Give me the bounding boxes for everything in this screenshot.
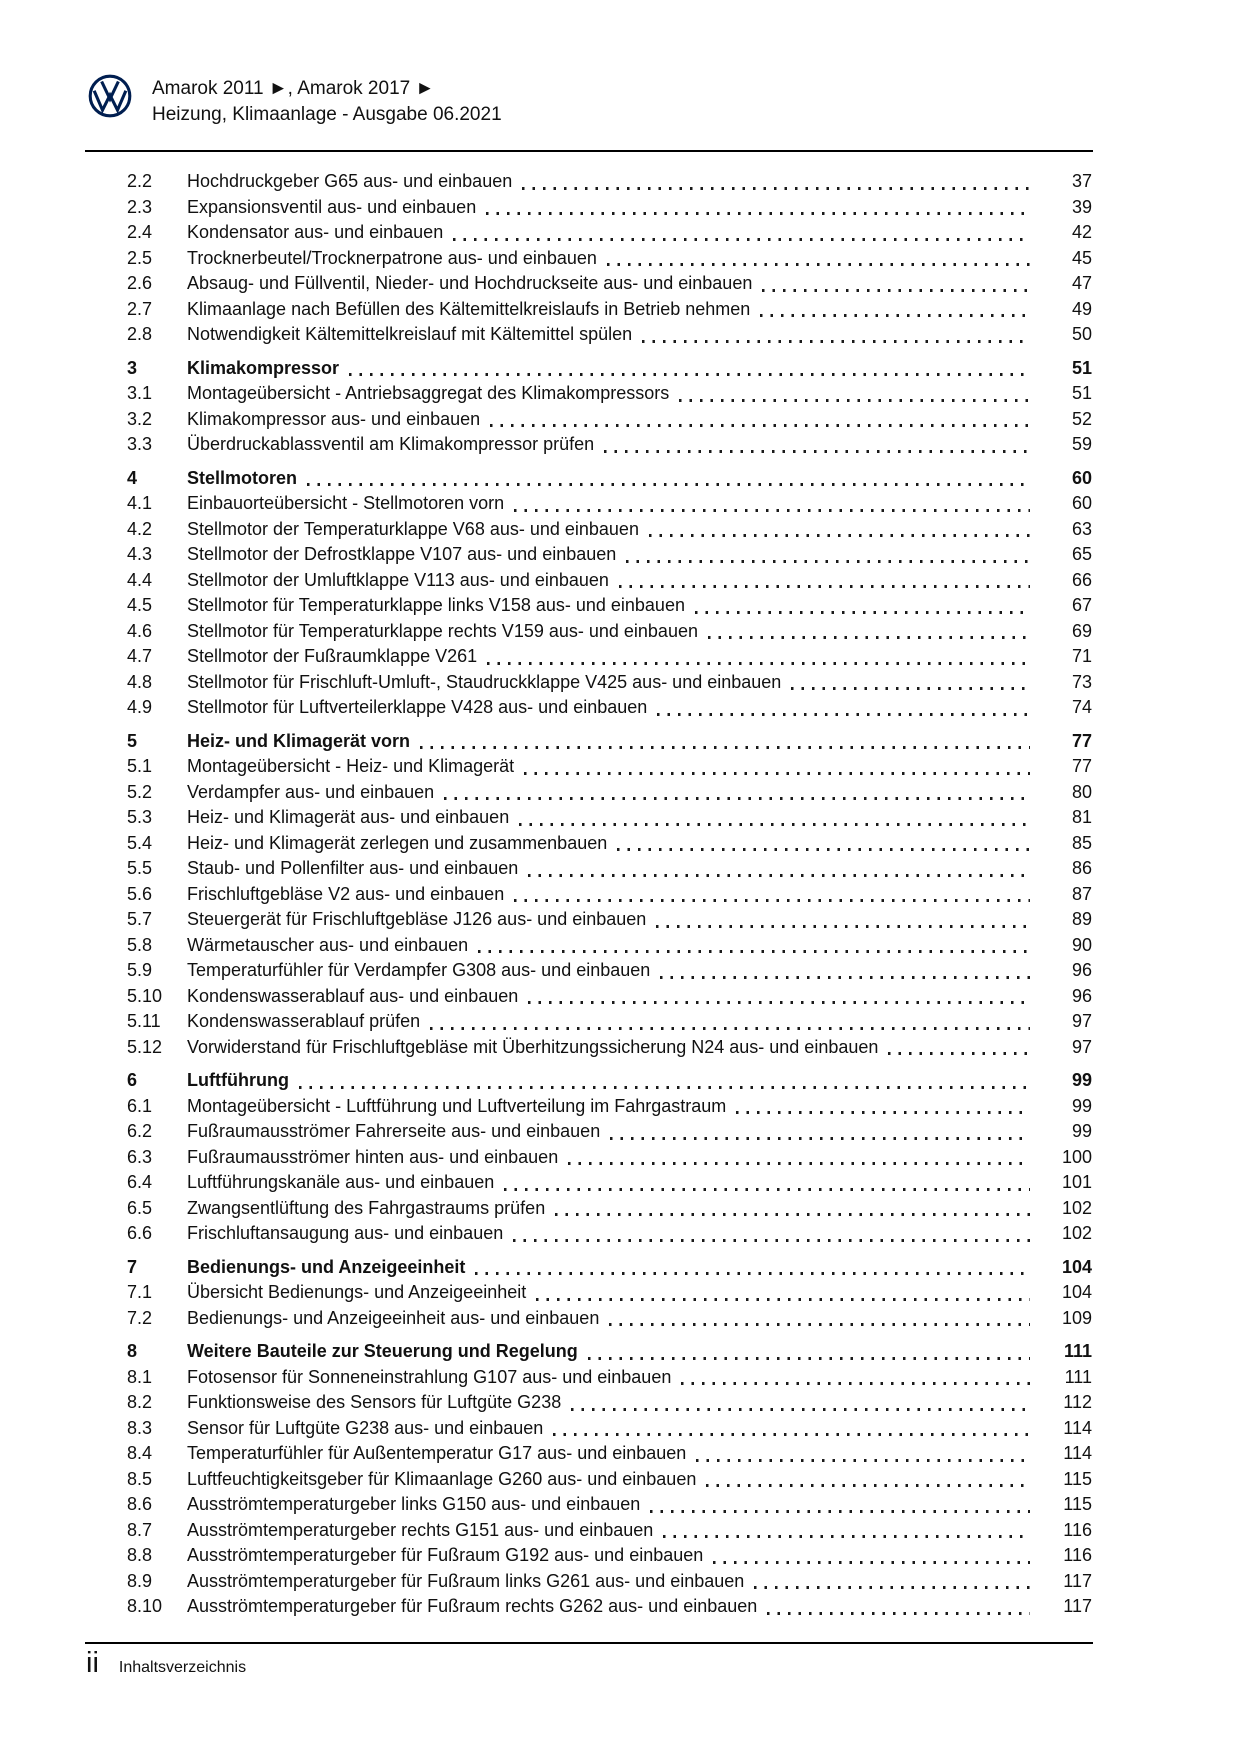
- toc-entry-page: 99: [1071, 1095, 1092, 1116]
- dot-leader: [478, 950, 1030, 953]
- toc-entry-page: 86: [1071, 858, 1092, 878]
- toc-entry-page: 49: [1071, 298, 1092, 319]
- toc-entry-number: 8.4: [127, 1443, 153, 1463]
- dot-leader: [490, 424, 1030, 427]
- toc-entry: [127, 933, 1092, 959]
- toc-entry-page: 101: [1061, 1172, 1092, 1192]
- dot-leader: [475, 1272, 1030, 1275]
- toc-entry-title: Stellmotor für Temperaturklappe rechts V159 aus- und einbauen: [187, 620, 698, 641]
- toc-entry-number: 8: [127, 1341, 138, 1361]
- toc-entry-number: 8.9: [127, 1570, 153, 1591]
- toc-entry: [127, 984, 1092, 1010]
- toc-entry-page: 67: [1071, 595, 1092, 615]
- toc-entry-title: Montageübersicht - Heiz- und Klimagerät: [187, 756, 515, 776]
- footer-section-label: Inhaltsverzeichnis: [118, 1659, 247, 1676]
- toc-entry: [127, 1518, 1092, 1544]
- toc-entry-page: 89: [1071, 909, 1092, 929]
- toc-entry: [127, 780, 1092, 806]
- toc-entry-number: 7: [127, 1256, 138, 1277]
- toc-entry-page: 109: [1061, 1307, 1092, 1328]
- toc-entry-page: 114: [1063, 1443, 1092, 1463]
- dot-leader: [524, 772, 1030, 775]
- toc-entry-title: Stellmotor für Temperaturklappe links V158 aus- und einbauen: [187, 595, 685, 615]
- toc-entry-title: Heiz- und Klimagerät aus- und einbauen: [187, 807, 510, 827]
- toc-entry-title: Absaug- und Füllventil, Nieder- und Hochdruckseite aus- und einbauen: [187, 273, 753, 293]
- dot-leader: [619, 585, 1030, 588]
- toc-entry-title: Kondenswasserablauf prüfen: [187, 1011, 421, 1031]
- toc-entry-number: 2.8: [127, 324, 153, 344]
- toc-entry-page: 90: [1071, 934, 1092, 955]
- toc-entry-page: 117: [1063, 1570, 1092, 1591]
- toc-entry-title: Luftführung: [187, 1070, 289, 1090]
- toc-entry: [127, 958, 1092, 984]
- dot-leader: [888, 1052, 1030, 1055]
- toc-entry-number: 8.6: [127, 1494, 153, 1514]
- toc-entry: [127, 381, 1092, 407]
- toc-entry: [127, 831, 1092, 857]
- toc-entry-number: 2.4: [127, 222, 153, 242]
- toc-entry-number: 5.8: [127, 934, 153, 955]
- toc-entry-number: 7.2: [127, 1307, 153, 1328]
- toc-entry-title: Verdampfer aus- und einbauen: [187, 781, 435, 802]
- dot-leader: [514, 899, 1030, 902]
- toc-entry-number: 2.3: [127, 196, 153, 217]
- toc-entry-title: Funktionsweise des Sensors für Luftgüte G238: [187, 1392, 562, 1412]
- toc-entry-title: Wärmetauscher aus- und einbauen: [187, 934, 469, 955]
- toc-entry-title: Fußraumausströmer hinten aus- und einbauen: [187, 1146, 559, 1167]
- toc-entry-title: Staub- und Pollenfilter aus- und einbauen: [187, 858, 519, 878]
- toc-entry-title: Vorwiderstand für Frischluftgebläse mit Überhitzungssicherung N24 aus- und einbauen: [187, 1036, 879, 1057]
- toc-entry: [127, 356, 1092, 382]
- toc-entry-page: 52: [1071, 408, 1092, 429]
- dot-leader: [568, 1162, 1030, 1165]
- toc-entry-number: 4.1: [127, 493, 153, 513]
- toc-entry-title: Temperaturfühler für Verdampfer G308 aus- und einbauen: [187, 960, 651, 980]
- toc-entry-page: 51: [1071, 383, 1092, 403]
- toc-entry-page: 59: [1071, 434, 1092, 454]
- toc-entry-page: 63: [1071, 518, 1092, 539]
- toc-entry-page: 69: [1071, 620, 1092, 641]
- toc-entry-page: 102: [1061, 1223, 1092, 1243]
- toc-entry-page: 77: [1071, 730, 1092, 751]
- toc-entry-page: 116: [1063, 1545, 1092, 1565]
- toc-entry-page: 111: [1063, 1341, 1092, 1361]
- toc-entry-number: 4.7: [127, 646, 153, 666]
- toc-entry-number: 5.4: [127, 832, 153, 853]
- toc-entry-page: 73: [1071, 671, 1092, 692]
- toc-entry-title: Heiz- und Klimagerät vorn: [187, 730, 411, 751]
- toc-entry-number: 4.8: [127, 671, 153, 692]
- toc-entry-title: Frischluftansaugung aus- und einbauen: [187, 1223, 504, 1243]
- dot-leader: [695, 611, 1030, 614]
- toc-entry-title: Klimakompressor aus- und einbauen: [187, 408, 481, 429]
- dot-leader: [762, 289, 1030, 292]
- toc-entry-number: 4.5: [127, 595, 153, 615]
- toc-entry-page: 97: [1071, 1011, 1092, 1031]
- dot-leader: [696, 1459, 1030, 1462]
- toc-entry-number: 5.6: [127, 883, 153, 904]
- toc-entry-title: Trocknerbeutel/Trocknerpatrone aus- und einbauen: [187, 247, 597, 268]
- dot-leader: [555, 1213, 1030, 1216]
- toc-entry: [127, 754, 1092, 780]
- dot-leader: [642, 340, 1030, 343]
- toc-entry: [127, 246, 1092, 272]
- toc-entry: [127, 1306, 1092, 1332]
- toc-entry: [127, 1094, 1092, 1120]
- toc-entry: [127, 1196, 1092, 1222]
- toc-entry: [127, 805, 1092, 831]
- toc-entry: [127, 1492, 1092, 1518]
- toc-entry-title: Stellmotor für Luftverteilerklappe V428 aus- und einbauen: [187, 697, 648, 717]
- toc-entry-number: 5.12: [127, 1036, 163, 1057]
- toc-entry-number: 4.9: [127, 697, 153, 717]
- dot-leader: [349, 373, 1030, 376]
- toc-entry: [127, 1339, 1092, 1365]
- toc-entry: [127, 169, 1092, 195]
- toc-entry-number: 4.2: [127, 518, 153, 539]
- toc-entry: [127, 1441, 1092, 1467]
- toc-entry-title: Ausströmtemperaturgeber rechts G151 aus- und einbauen: [187, 1519, 654, 1540]
- dot-leader: [571, 1408, 1030, 1411]
- dot-leader: [754, 1586, 1030, 1589]
- toc-entry: [127, 1467, 1092, 1493]
- toc-entry-page: 60: [1071, 493, 1092, 513]
- toc-entry: [127, 297, 1092, 323]
- toc-entry-title: Luftführungskanäle aus- und einbauen: [187, 1172, 495, 1192]
- toc-entry-number: 5.3: [127, 807, 153, 827]
- dot-leader: [663, 1535, 1030, 1538]
- toc-entry: [127, 1009, 1092, 1035]
- header-text-block: [152, 74, 502, 128]
- toc-entry: [127, 1569, 1092, 1595]
- toc-entry: [127, 568, 1092, 594]
- toc-entry-page: 51: [1071, 357, 1092, 378]
- toc-entry: [127, 882, 1092, 908]
- dot-leader: [681, 1382, 1030, 1385]
- toc-entry-page: 77: [1071, 756, 1092, 776]
- toc-entry-page: 85: [1071, 832, 1092, 853]
- vw-logo-icon: [88, 74, 132, 118]
- toc-entry: [127, 407, 1092, 433]
- toc-entry-page: 104: [1061, 1282, 1092, 1302]
- toc-entry-title: Sensor für Luftgüte G238 aus- und einbauen: [187, 1417, 544, 1438]
- toc-entry-page: 115: [1063, 1494, 1092, 1514]
- toc-entry-page: 81: [1071, 807, 1092, 827]
- toc-entry-number: 3.3: [127, 434, 153, 454]
- toc-entry-title: Klimaanlage nach Befüllen des Kältemittelkreislaufs in Betrieb nehmen: [187, 298, 751, 319]
- page-footer: [86, 1648, 246, 1678]
- toc-entry-number: 7.1: [127, 1282, 153, 1302]
- toc-entry-number: 8.1: [127, 1366, 153, 1387]
- toc-entry: [127, 1594, 1092, 1620]
- toc-entry-number: 4.4: [127, 569, 153, 590]
- dot-leader: [528, 874, 1030, 877]
- toc-entry-page: 87: [1071, 883, 1092, 904]
- toc-entry-title: Ausströmtemperaturgeber links G150 aus- und einbauen: [187, 1494, 641, 1514]
- dot-leader: [504, 1188, 1030, 1191]
- dot-leader: [626, 560, 1030, 563]
- toc-entry: [127, 856, 1092, 882]
- toc-entry-number: 3.1: [127, 383, 153, 403]
- toc-entry-title: Stellmotor der Temperaturklappe V68 aus- und einbauen: [187, 518, 639, 539]
- toc-entry: [127, 695, 1092, 721]
- dot-leader: [513, 1239, 1030, 1242]
- toc-entry: [127, 907, 1092, 933]
- toc-entry-title: Notwendigkeit Kältemittelkreislauf mit Kältemittel spülen: [187, 324, 633, 344]
- toc-entry-number: 8.2: [127, 1392, 153, 1412]
- dot-leader: [657, 713, 1030, 716]
- toc-entry-title: Kondenswasserablauf aus- und einbauen: [187, 985, 519, 1006]
- toc-entry: [127, 542, 1092, 568]
- toc-entry-title: Ausströmtemperaturgeber für Fußraum G192 aus- und einbauen: [187, 1545, 704, 1565]
- toc-entry: [127, 1119, 1092, 1145]
- dot-leader: [679, 399, 1030, 402]
- page-header: [88, 74, 502, 128]
- dot-leader: [528, 1001, 1030, 1004]
- toc-entry-number: 6.3: [127, 1146, 153, 1167]
- toc-entry: [127, 517, 1092, 543]
- toc-entry: [127, 1543, 1092, 1569]
- dot-leader: [607, 263, 1030, 266]
- toc-entry-title: Bedienungs- und Anzeigeeinheit: [187, 1256, 466, 1277]
- dot-leader: [307, 483, 1030, 486]
- toc-entry-page: 80: [1071, 781, 1092, 802]
- toc-entry-number: 4: [127, 467, 138, 488]
- toc-entry-page: 115: [1063, 1468, 1092, 1489]
- toc-entry-number: 6: [127, 1070, 138, 1090]
- toc-entry-title: Weitere Bauteile zur Steuerung und Regelung: [187, 1341, 578, 1361]
- toc-entry-number: 2.6: [127, 273, 153, 293]
- toc-entry-number: 6.6: [127, 1223, 153, 1243]
- toc-entry-number: 3.2: [127, 408, 153, 429]
- toc-entry-page: 112: [1063, 1392, 1092, 1412]
- toc-entry-page: 111: [1064, 1366, 1092, 1387]
- toc-entry: [127, 1170, 1092, 1196]
- toc-entry: [127, 1068, 1092, 1094]
- toc-entry-page: 114: [1063, 1417, 1092, 1438]
- toc-entry: [127, 1390, 1092, 1416]
- toc-entry-title: Hochdruckgeber G65 aus- und einbauen: [187, 171, 513, 191]
- toc-entry-number: 6.4: [127, 1172, 153, 1192]
- toc-entry-page: 96: [1071, 985, 1092, 1006]
- dot-leader: [519, 823, 1030, 826]
- toc-entry-number: 8.8: [127, 1545, 153, 1565]
- toc-entry-title: Zwangsentlüftung des Fahrgastraums prüfen: [187, 1197, 546, 1218]
- toc-entry-title: Temperaturfühler für Außentemperatur G17 aus- und einbauen: [187, 1443, 687, 1463]
- toc-entry-page: 50: [1071, 324, 1092, 344]
- toc-entry-number: 4.6: [127, 620, 153, 641]
- toc-entry: [127, 432, 1092, 458]
- toc-entry-page: 66: [1071, 569, 1092, 590]
- dot-leader: [650, 1510, 1030, 1513]
- toc-entry: [127, 195, 1092, 221]
- toc-entry-title: Stellmotoren: [187, 467, 298, 488]
- toc-entry-title: Luftfeuchtigkeitsgeber für Klimaanlage G260 aus- und einbauen: [187, 1468, 697, 1489]
- dot-leader: [588, 1357, 1030, 1360]
- toc-entry-number: 3: [127, 357, 138, 378]
- toc-entry-title: Überdruckablassventil am Klimakompressor prüfen: [187, 434, 595, 454]
- toc-entry-number: 5.10: [127, 985, 163, 1006]
- dot-leader: [522, 187, 1030, 190]
- toc-entry-title: Kondensator aus- und einbauen: [187, 222, 444, 242]
- toc-entry: [127, 322, 1092, 348]
- toc-entry-title: Frischluftgebläse V2 aus- und einbauen: [187, 883, 505, 904]
- toc-entry-page: 99: [1071, 1070, 1092, 1090]
- dot-leader: [430, 1027, 1030, 1030]
- toc-entry-title: Klimakompressor: [187, 357, 340, 378]
- dot-leader: [767, 1612, 1030, 1615]
- toc-entry: [127, 1221, 1092, 1247]
- dot-leader: [736, 1111, 1030, 1114]
- toc-entry: [127, 1416, 1092, 1442]
- toc-entry-page: 99: [1071, 1121, 1092, 1141]
- toc-entry-number: 6.5: [127, 1197, 153, 1218]
- table-of-contents: [127, 169, 1092, 1620]
- dot-leader: [706, 1484, 1030, 1487]
- toc-entry: [127, 1280, 1092, 1306]
- dot-leader: [791, 687, 1030, 690]
- toc-entry: [127, 1255, 1092, 1281]
- toc-entry-page: 117: [1063, 1596, 1092, 1616]
- toc-entry: [127, 619, 1092, 645]
- toc-entry-page: 39: [1071, 196, 1092, 217]
- toc-entry-page: 47: [1071, 273, 1092, 293]
- toc-entry-title: Stellmotor der Fußraumklappe V261: [187, 646, 478, 666]
- dot-leader: [713, 1561, 1030, 1564]
- toc-entry: [127, 593, 1092, 619]
- dot-leader: [487, 662, 1030, 665]
- dot-leader: [453, 238, 1030, 241]
- toc-entry-page: 104: [1061, 1256, 1092, 1277]
- toc-entry-number: 2.5: [127, 247, 153, 268]
- toc-entry-number: 5.7: [127, 909, 153, 929]
- dot-leader: [760, 314, 1030, 317]
- toc-entry-page: 60: [1071, 467, 1092, 488]
- toc-entry-number: 2.7: [127, 298, 153, 319]
- toc-entry: [127, 1035, 1092, 1061]
- toc-entry-title: Heiz- und Klimagerät zerlegen und zusammenbauen: [187, 832, 608, 853]
- dot-leader: [610, 1137, 1030, 1140]
- toc-entry: [127, 1365, 1092, 1391]
- toc-entry-title: Übersicht Bedienungs- und Anzeigeeinheit: [187, 1282, 527, 1302]
- toc-entry-number: 5.9: [127, 960, 153, 980]
- page-number: ii: [86, 1647, 99, 1679]
- header-divider: [85, 150, 1093, 152]
- dot-leader: [649, 534, 1030, 537]
- toc-entry-title: Fußraumausströmer Fahrerseite aus- und einbauen: [187, 1121, 601, 1141]
- toc-entry: [127, 220, 1092, 246]
- header-subtitle: Heizung, Klimaanlage - Ausgabe 06.2021: [152, 104, 502, 125]
- dot-leader: [708, 636, 1030, 639]
- toc-entry: [127, 1145, 1092, 1171]
- toc-entry-title: Steuergerät für Frischluftgebläse J126 aus- und einbauen: [187, 909, 647, 929]
- toc-entry-page: 65: [1071, 544, 1092, 564]
- toc-entry-title: Ausströmtemperaturgeber für Fußraum rechts G262 aus- und einbauen: [187, 1596, 758, 1616]
- toc-entry-page: 102: [1061, 1197, 1092, 1218]
- footer-divider: [85, 1642, 1093, 1644]
- toc-entry-title: Bedienungs- und Anzeigeeinheit aus- und einbauen: [187, 1307, 600, 1328]
- toc-entry-number: 2.2: [127, 171, 153, 191]
- toc-entry-page: 45: [1071, 247, 1092, 268]
- dot-leader: [536, 1298, 1030, 1301]
- toc-entry-page: 96: [1071, 960, 1092, 980]
- dot-leader: [444, 797, 1030, 800]
- dot-leader: [553, 1433, 1030, 1436]
- dot-leader: [656, 925, 1030, 928]
- toc-entry-number: 5.2: [127, 781, 153, 802]
- toc-entry-number: 5.5: [127, 858, 153, 878]
- dot-leader: [609, 1323, 1030, 1326]
- toc-entry: [127, 644, 1092, 670]
- toc-entry-number: 8.5: [127, 1468, 153, 1489]
- dot-leader: [486, 212, 1030, 215]
- dot-leader: [617, 848, 1030, 851]
- toc-entry-page: 116: [1063, 1519, 1092, 1540]
- toc-entry-page: 74: [1071, 697, 1092, 717]
- toc-entry-title: Einbauorteübersicht - Stellmotoren vorn: [187, 493, 505, 513]
- dot-leader: [514, 509, 1030, 512]
- toc-entry-number: 8.7: [127, 1519, 153, 1540]
- dot-leader: [604, 450, 1030, 453]
- toc-entry-title: Fotosensor für Sonneneinstrahlung G107 aus- und einbauen: [187, 1366, 672, 1387]
- toc-entry-number: 6.2: [127, 1121, 153, 1141]
- toc-entry-title: Montageübersicht - Luftführung und Luftverteilung im Fahrgastraum: [187, 1095, 727, 1116]
- dot-leader: [299, 1086, 1030, 1089]
- toc-entry-page: 97: [1071, 1036, 1092, 1057]
- toc-entry-number: 5: [127, 730, 138, 751]
- header-model-line: Amarok 2011 ►, Amarok 2017 ►: [152, 78, 435, 99]
- toc-entry-number: 8.3: [127, 1417, 153, 1438]
- toc-entry-title: Stellmotor der Defrostklappe V107 aus- und einbauen: [187, 544, 617, 564]
- toc-entry-number: 5.11: [127, 1011, 161, 1031]
- toc-entry-number: 4.3: [127, 544, 153, 564]
- toc-entry-title: Montageübersicht - Antriebsaggregat des Klimakompressors: [187, 383, 670, 403]
- toc-entry-number: 6.1: [127, 1095, 153, 1116]
- toc-entry-title: Ausströmtemperaturgeber für Fußraum links G261 aus- und einbauen: [187, 1570, 745, 1591]
- toc-entry: [127, 729, 1092, 755]
- toc-entry-number: 5.1: [127, 756, 153, 776]
- toc-entry-title: Stellmotor für Frischluft-Umluft-, Staudruckklappe V425 aus- und einbauen: [187, 671, 782, 692]
- toc-entry: [127, 491, 1092, 517]
- dot-leader: [420, 746, 1030, 749]
- toc-entry-title: Stellmotor der Umluftklappe V113 aus- und einbauen: [187, 569, 609, 590]
- toc-entry-page: 71: [1071, 646, 1092, 666]
- toc-entry-title: Expansionsventil aus- und einbauen: [187, 196, 477, 217]
- toc-entry: [127, 271, 1092, 297]
- toc-entry-number: 8.10: [127, 1596, 163, 1616]
- toc-entry-page: 42: [1071, 222, 1092, 242]
- toc-entry-page: 37: [1071, 171, 1092, 191]
- toc-entry: [127, 466, 1092, 492]
- dot-leader: [660, 976, 1030, 979]
- toc-entry: [127, 670, 1092, 696]
- toc-entry-page: 100: [1061, 1146, 1092, 1167]
